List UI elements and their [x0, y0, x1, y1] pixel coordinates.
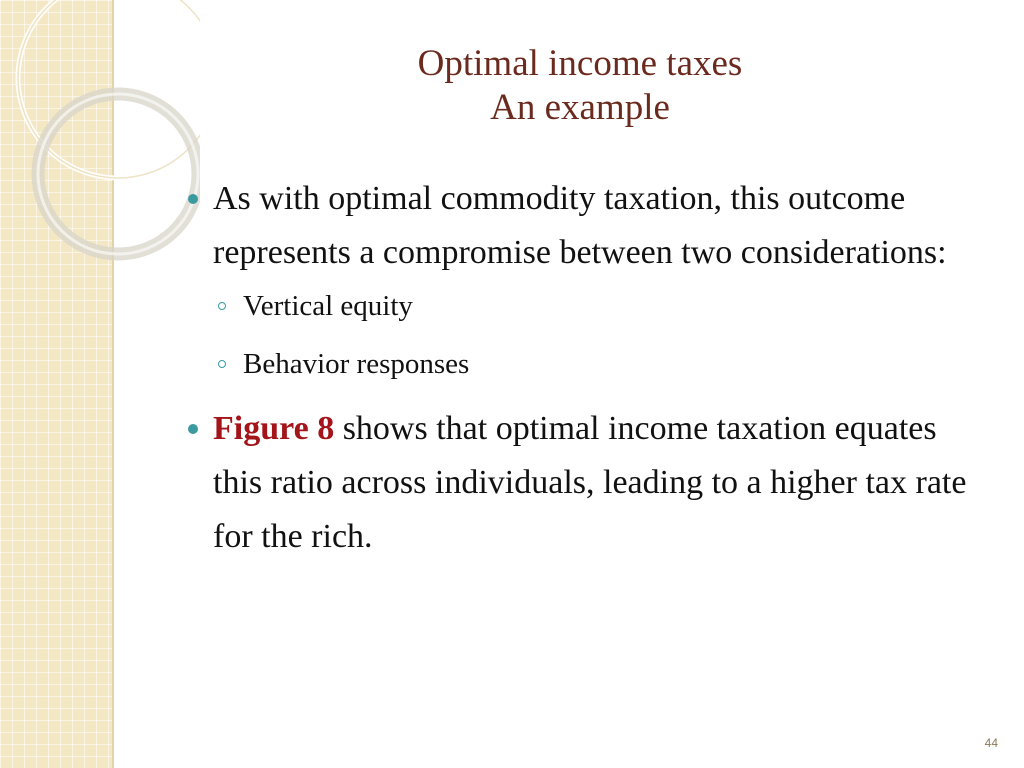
sub-bullet-list: [180, 286, 990, 384]
decorative-circles: [0, 0, 200, 320]
bullet-dot-icon: [188, 194, 198, 204]
sub-bullet-ring-icon: [218, 302, 226, 310]
bullet-item-1-text: As with optimal commodity taxation, this outcome represents a compromise between two considerations:: [213, 180, 947, 271]
bullet-item-2-text: shows that optimal income taxation equates this ratio across individuals, leading to a higher tax rate for the rich.: [213, 410, 967, 555]
sub-bullet-item-2-text: Behavior responses: [243, 348, 470, 380]
sub-bullet-item-2: [180, 344, 990, 384]
bullet-item-2: [180, 402, 990, 564]
bullet-item-1: [180, 172, 990, 280]
slide-title-line-2: An example: [490, 87, 670, 128]
figure-reference: Figure 8: [213, 410, 335, 447]
slide-title: [200, 42, 960, 130]
sub-bullet-ring-icon: [218, 360, 226, 368]
sub-bullet-item-1: [180, 286, 990, 326]
page-number: 44: [984, 736, 998, 750]
bullet-dot-icon: [188, 424, 198, 434]
slide-content: [180, 172, 990, 564]
sub-bullet-item-1-text: Vertical equity: [243, 290, 413, 322]
slide-title-line-1: Optimal income taxes: [417, 43, 743, 84]
